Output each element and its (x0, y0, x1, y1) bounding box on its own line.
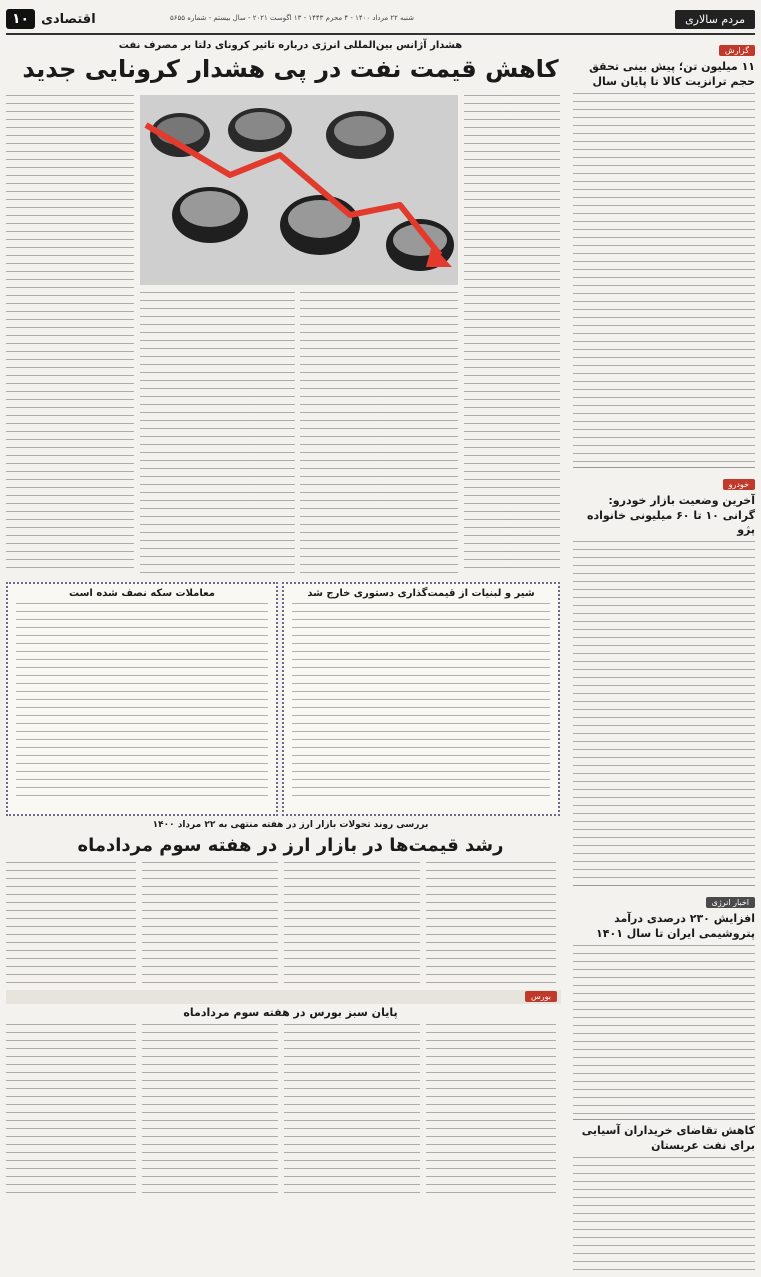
dateline: شنبه ۲۲ مرداد ۱۴۰۰ - ۴ محرم ۱۴۴۳ - ۱۳ اگوست ۲۰۲۱ - سال بیستم - شماره ۵۶۵۵ (170, 14, 414, 22)
story-car-title: آخرین وضعیت بازار خودرو: گرانی ۱۰ تا ۶۰ میلیونی خانواده پژو (587, 493, 755, 537)
bourse-tag: بورس (525, 991, 557, 1002)
story-car-body (573, 541, 755, 881)
main-story-col-2 (140, 292, 295, 575)
dairy-box-body (292, 603, 550, 798)
bourse-col-4 (426, 1024, 556, 1194)
coin-box-title: معاملات سکه نصف شده است (69, 588, 215, 599)
story-saudi-oil-body (573, 1157, 755, 1277)
main-story-col-4 (464, 95, 560, 575)
oil-barrels-photo (140, 95, 458, 285)
page-number: ۱۰ (6, 9, 35, 29)
bourse-section-bar (6, 990, 561, 1004)
main-story-col-3 (300, 292, 458, 575)
currency-col-2 (142, 862, 278, 984)
story-petrochem-title: افزایش ۲۳۰ درصدی درآمد پتروشیمی ایران تا سال ۱۴۰۱ (596, 912, 755, 941)
bourse-col-1 (6, 1024, 136, 1194)
currency-col-4 (426, 862, 556, 984)
currency-headline: رشد قیمت‌ها در بازار ارز در هفته سوم مردادماه (77, 835, 504, 856)
dairy-pricing-box (282, 582, 560, 816)
report-tag: گزارش (719, 45, 755, 56)
divider (573, 885, 755, 886)
bourse-col-3 (284, 1024, 420, 1194)
main-headline: کاهش قیمت نفت در پی هشدار کرونایی جدید (22, 55, 559, 83)
oil-barrels-illustration (140, 95, 458, 285)
divider (573, 1119, 755, 1120)
header-rule (6, 33, 755, 35)
coin-box-body (16, 603, 268, 798)
story-saudi-oil-title: کاهش تقاضای خریداران آسیایی برای نفت عربستان (581, 1123, 755, 1152)
main-story-col-1 (6, 95, 134, 575)
car-tag: خودرو (723, 479, 755, 490)
newspaper-brand: مردم سالاری (675, 10, 755, 29)
bourse-headline: پایان سبز بورس در هفته سوم مردادماه (183, 1006, 398, 1019)
main-kicker: هشدار آژانس بین‌المللی انرژی درباره تاثیر کرونای دلتا بر مصرف نفت (118, 40, 463, 51)
currency-col-3 (284, 862, 420, 984)
energy-tag: اخبار انرژی (706, 897, 755, 908)
divider (573, 467, 755, 468)
section-label (6, 9, 96, 29)
coin-trading-box (6, 582, 278, 816)
story-petrochem-body (573, 945, 755, 1115)
dairy-box-title: شیر و لبنیات از قیمت‌گذاری دستوری خارج شد (307, 588, 535, 599)
bourse-col-2 (142, 1024, 278, 1194)
story-transit-title: ۱۱ میلیون تن؛ پیش بینی تحقق حجم ترانزیت کالا تا پایان سال (589, 60, 755, 88)
story-transit-body (573, 93, 755, 463)
right-news-column (573, 38, 755, 1194)
currency-col-1 (6, 862, 136, 984)
section-name: اقتصادی (41, 11, 96, 27)
currency-kicker: بررسی روند تحولات بازار ارز در هفته منتهی به ۲۲ مرداد ۱۴۰۰ (152, 820, 429, 830)
